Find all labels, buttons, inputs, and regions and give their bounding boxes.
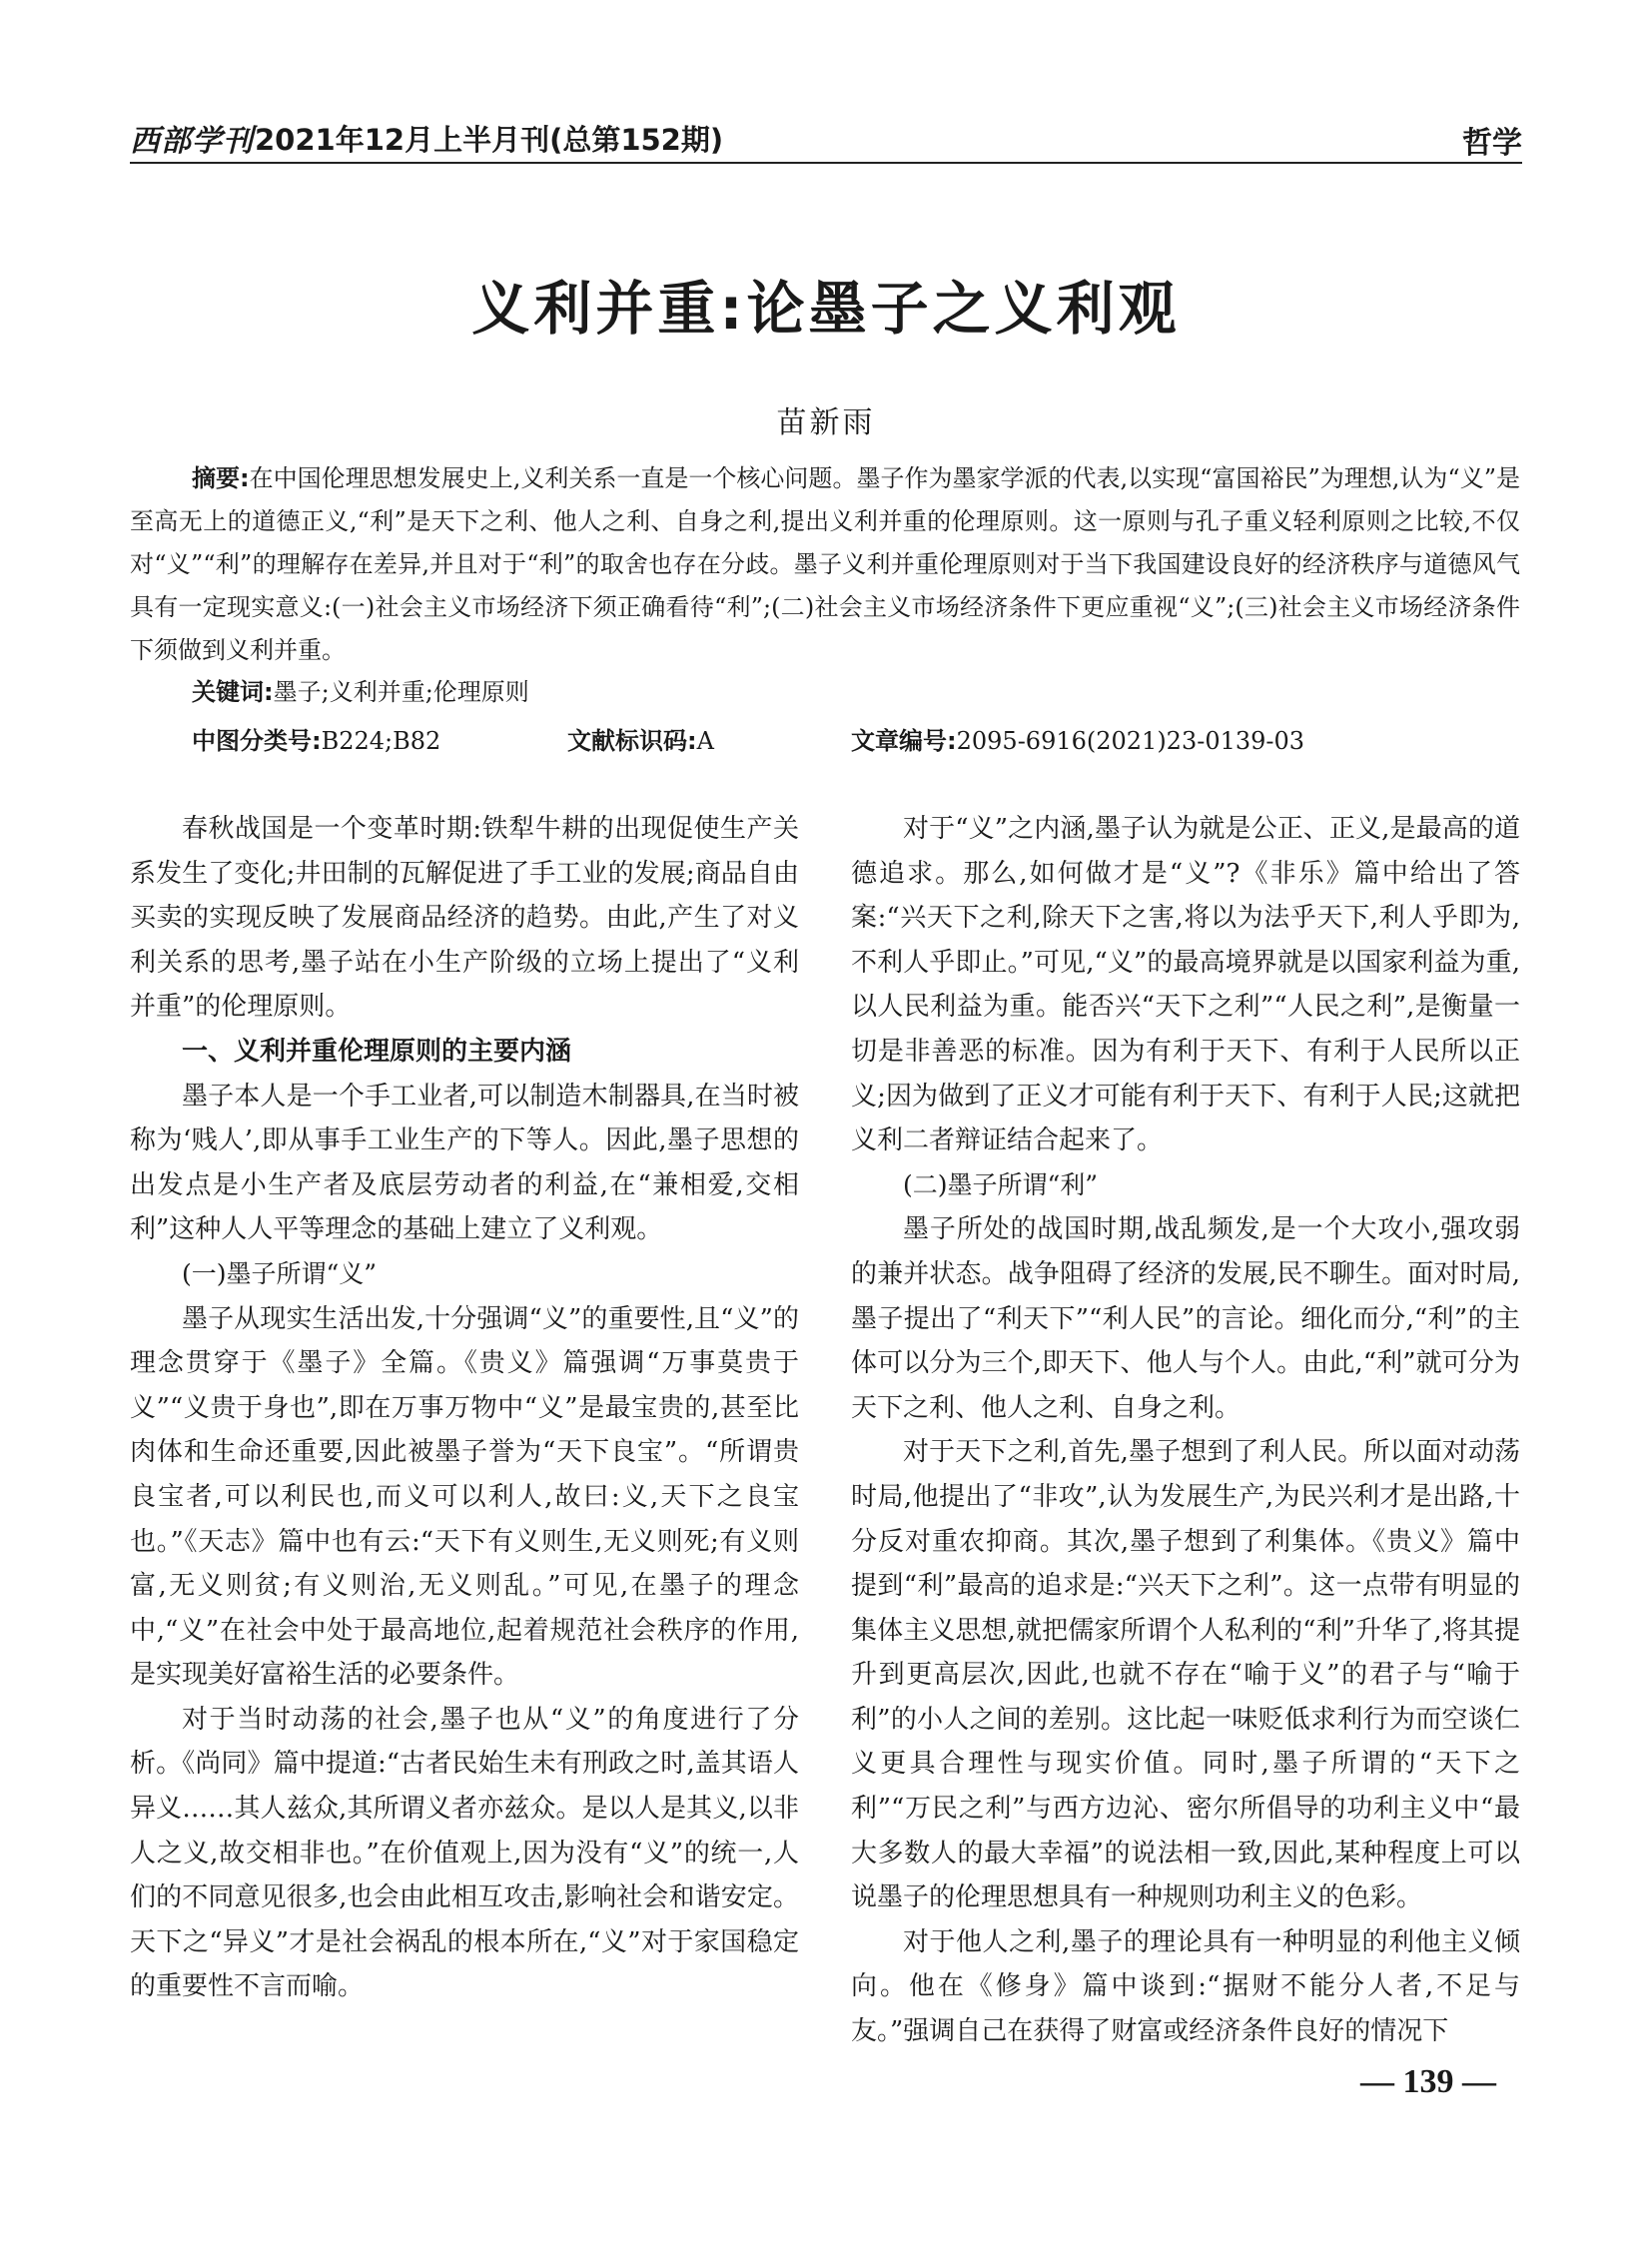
journal-logo: 西部学刊	[130, 124, 254, 159]
keywords	[192, 672, 529, 712]
right-column	[851, 807, 1520, 2054]
abstract	[130, 457, 1520, 672]
clc-value: B224;B82	[321, 727, 441, 755]
page-number: — 139 —	[1360, 2063, 1496, 2100]
article-title: 义利并重:论墨子之义利观	[471, 275, 1181, 343]
subsection-heading: (二)墨子所谓“利”	[903, 1169, 1099, 1199]
article-author: 苗新雨	[776, 405, 876, 440]
journal-issue: 2021年12月上半月刊(总第152期)	[255, 123, 724, 157]
clc-label: 中图分类号:	[192, 727, 322, 755]
paragraph: 对于当时动荡的社会,墨子也从“义”的角度进行了分析。《尚同》篇中提道:“古者民始生未有刑政之时,盖其语人异义……其人兹众,其所谓义者亦兹众。是以人是其义,以非人之义,故交相非也。”在价值观上,因为没有“义”的统一,人们的不同意见很多,也会由此相互攻击,影响社会和谐安定。天下之“异义”才是社会祸乱的根本所在,“义”对于家国稳定的重要性不言而喻。	[130, 1704, 799, 2002]
left-column	[130, 807, 799, 2009]
clc-number	[192, 721, 440, 761]
paragraph: 对于“义”之内涵,墨子认为就是公正、正义,是最高的道德追求。那么,如何做才是“义”?《非乐》篇中给出了答案:“兴天下之利,除天下之害,将以为法乎天下,利人乎即为,不利人乎即止。”可见,“义”的最高境界就是以国家利益为重,以人民利益为重。能否兴“天下之利”“人民之利”,是衡量一切是非善恶的标准。因为有利于天下、有利于人民所以正义;因为做到了正义才可能有利于天下、有利于人民;这就把义利二者辩证结合起来了。	[851, 814, 1520, 1156]
abstract-label: 摘要:	[192, 464, 250, 492]
doc-value: A	[696, 727, 714, 755]
paragraph: 墨子从现实生活出发,十分强调“义”的重要性,且“义”的理念贯穿于《墨子》全篇。《贵义》篇强调“万事莫贵于义”“义贵于身也”,即在万事万物中“义”是最宝贵的,甚至比肉体和生命还重要,因此被墨子誉为“天下良宝”。“所谓贵良宝者,可以利民也,而义可以利人,故曰:义,天下之良宝也。”《天志》篇中也有云:“天下有义则生,无义则死;有义则富,无义则贫;有义则治,无义则乱。”可见,在墨子的理念中,“义”在社会中处于最高地位,起着规范社会秩序的作用,是实现美好富裕生活的必要条件。	[130, 1303, 799, 1691]
paragraph: 对于他人之利,墨子的理论具有一种明显的利他主义倾向。他在《修身》篇中谈到:“据财不能分人者,不足与友。”强调自己在获得了财富或经济条件良好的情况下	[851, 1926, 1520, 2047]
section-name: 哲学	[1462, 126, 1522, 161]
abstract-text: 在中国伦理思想发展史上,义利关系一直是一个核心问题。墨子作为墨家学派的代表,以实现“富国裕民”为理想,认为“义”是至高无上的道德正义,“利”是天下之利、他人之利、自身之利,提出义利并重的伦理原则。这一原则与孔子重义轻利原则之比较,不仅对“义”“利”的理解存在差异,并且对于“利”的取舍也存在分歧。墨子义利并重伦理原则对于当下我国建设良好的经济秩序与道德风气具有一定现实意义:(一)社会主义市场经济下须正确看待“利”;(二)社会主义市场经济条件下更应重视“义”;(三)社会主义市场经济条件下须做到义利并重。	[130, 464, 1520, 664]
keywords-label: 关键词:	[192, 678, 274, 706]
article-number-value: 2095-6916(2021)23-0139-03	[956, 727, 1305, 755]
article-number	[851, 721, 1304, 761]
paragraph: 春秋战国是一个变革时期:铁犁牛耕的出现促使生产关系发生了变化;井田制的瓦解促进了手工业的发展;商品自由买卖的实现反映了发展商品经济的趋势。由此,产生了对义利关系的思考,墨子站在小生产阶级的立场上提出了“义利并重”的伦理原则。	[130, 814, 799, 1023]
section-heading: 一、义利并重伦理原则的主要内涵	[182, 1036, 572, 1067]
paragraph: 对于天下之利,首先,墨子想到了利人民。所以面对动荡时局,他提出了“非攻”,认为发展生产,为民兴利才是出路,十分反对重农抑商。其次,墨子想到了利集体。《贵义》篇中提到“利”最高的追求是:“兴天下之利”。这一点带有明显的集体主义思想,就把儒家所谓个人私利的“利”升华了,将其提升到更高层次,因此,也就不存在“喻于义”的君子与“喻于利”的小人之间的差别。这比起一味贬低求利行为而空谈仁义更具合理性与现实价值。同时,墨子所谓的“天下之利”“万民之利”与西方边沁、密尔所倡导的功利主义中“最大多数人的最大幸福”的说法相一致,因此,某种程度上可以说墨子的伦理思想具有一种规则功利主义的色彩。	[851, 1437, 1520, 1913]
subsection-heading: (一)墨子所谓“义”	[182, 1258, 378, 1288]
paragraph: 墨子所处的战国时期,战乱频发,是一个大攻小,强攻弱的兼并状态。战争阻碍了经济的发展,民不聊生。面对时局,墨子提出了“利天下”“利人民”的言论。细化而分,“利”的主体可以分为三个,即天下、他人与个人。由此,“利”就可分为天下之利、他人之利、自身之利。	[851, 1214, 1520, 1423]
article-number-label: 文章编号:	[851, 727, 957, 755]
document-code	[567, 721, 714, 761]
paragraph: 墨子本人是一个手工业者,可以制造木制器具,在当时被称为‘贱人’,即从事手工业生产的下等人。因此,墨子思想的出发点是小生产者及底层劳动者的利益,在“兼相爱,交相利”这种人人平等理念的基础上建立了义利观。	[130, 1081, 799, 1245]
doc-label: 文献标识码:	[567, 727, 697, 755]
keywords-text: 墨子;义利并重;伦理原则	[273, 678, 529, 706]
running-header	[130, 112, 1522, 164]
